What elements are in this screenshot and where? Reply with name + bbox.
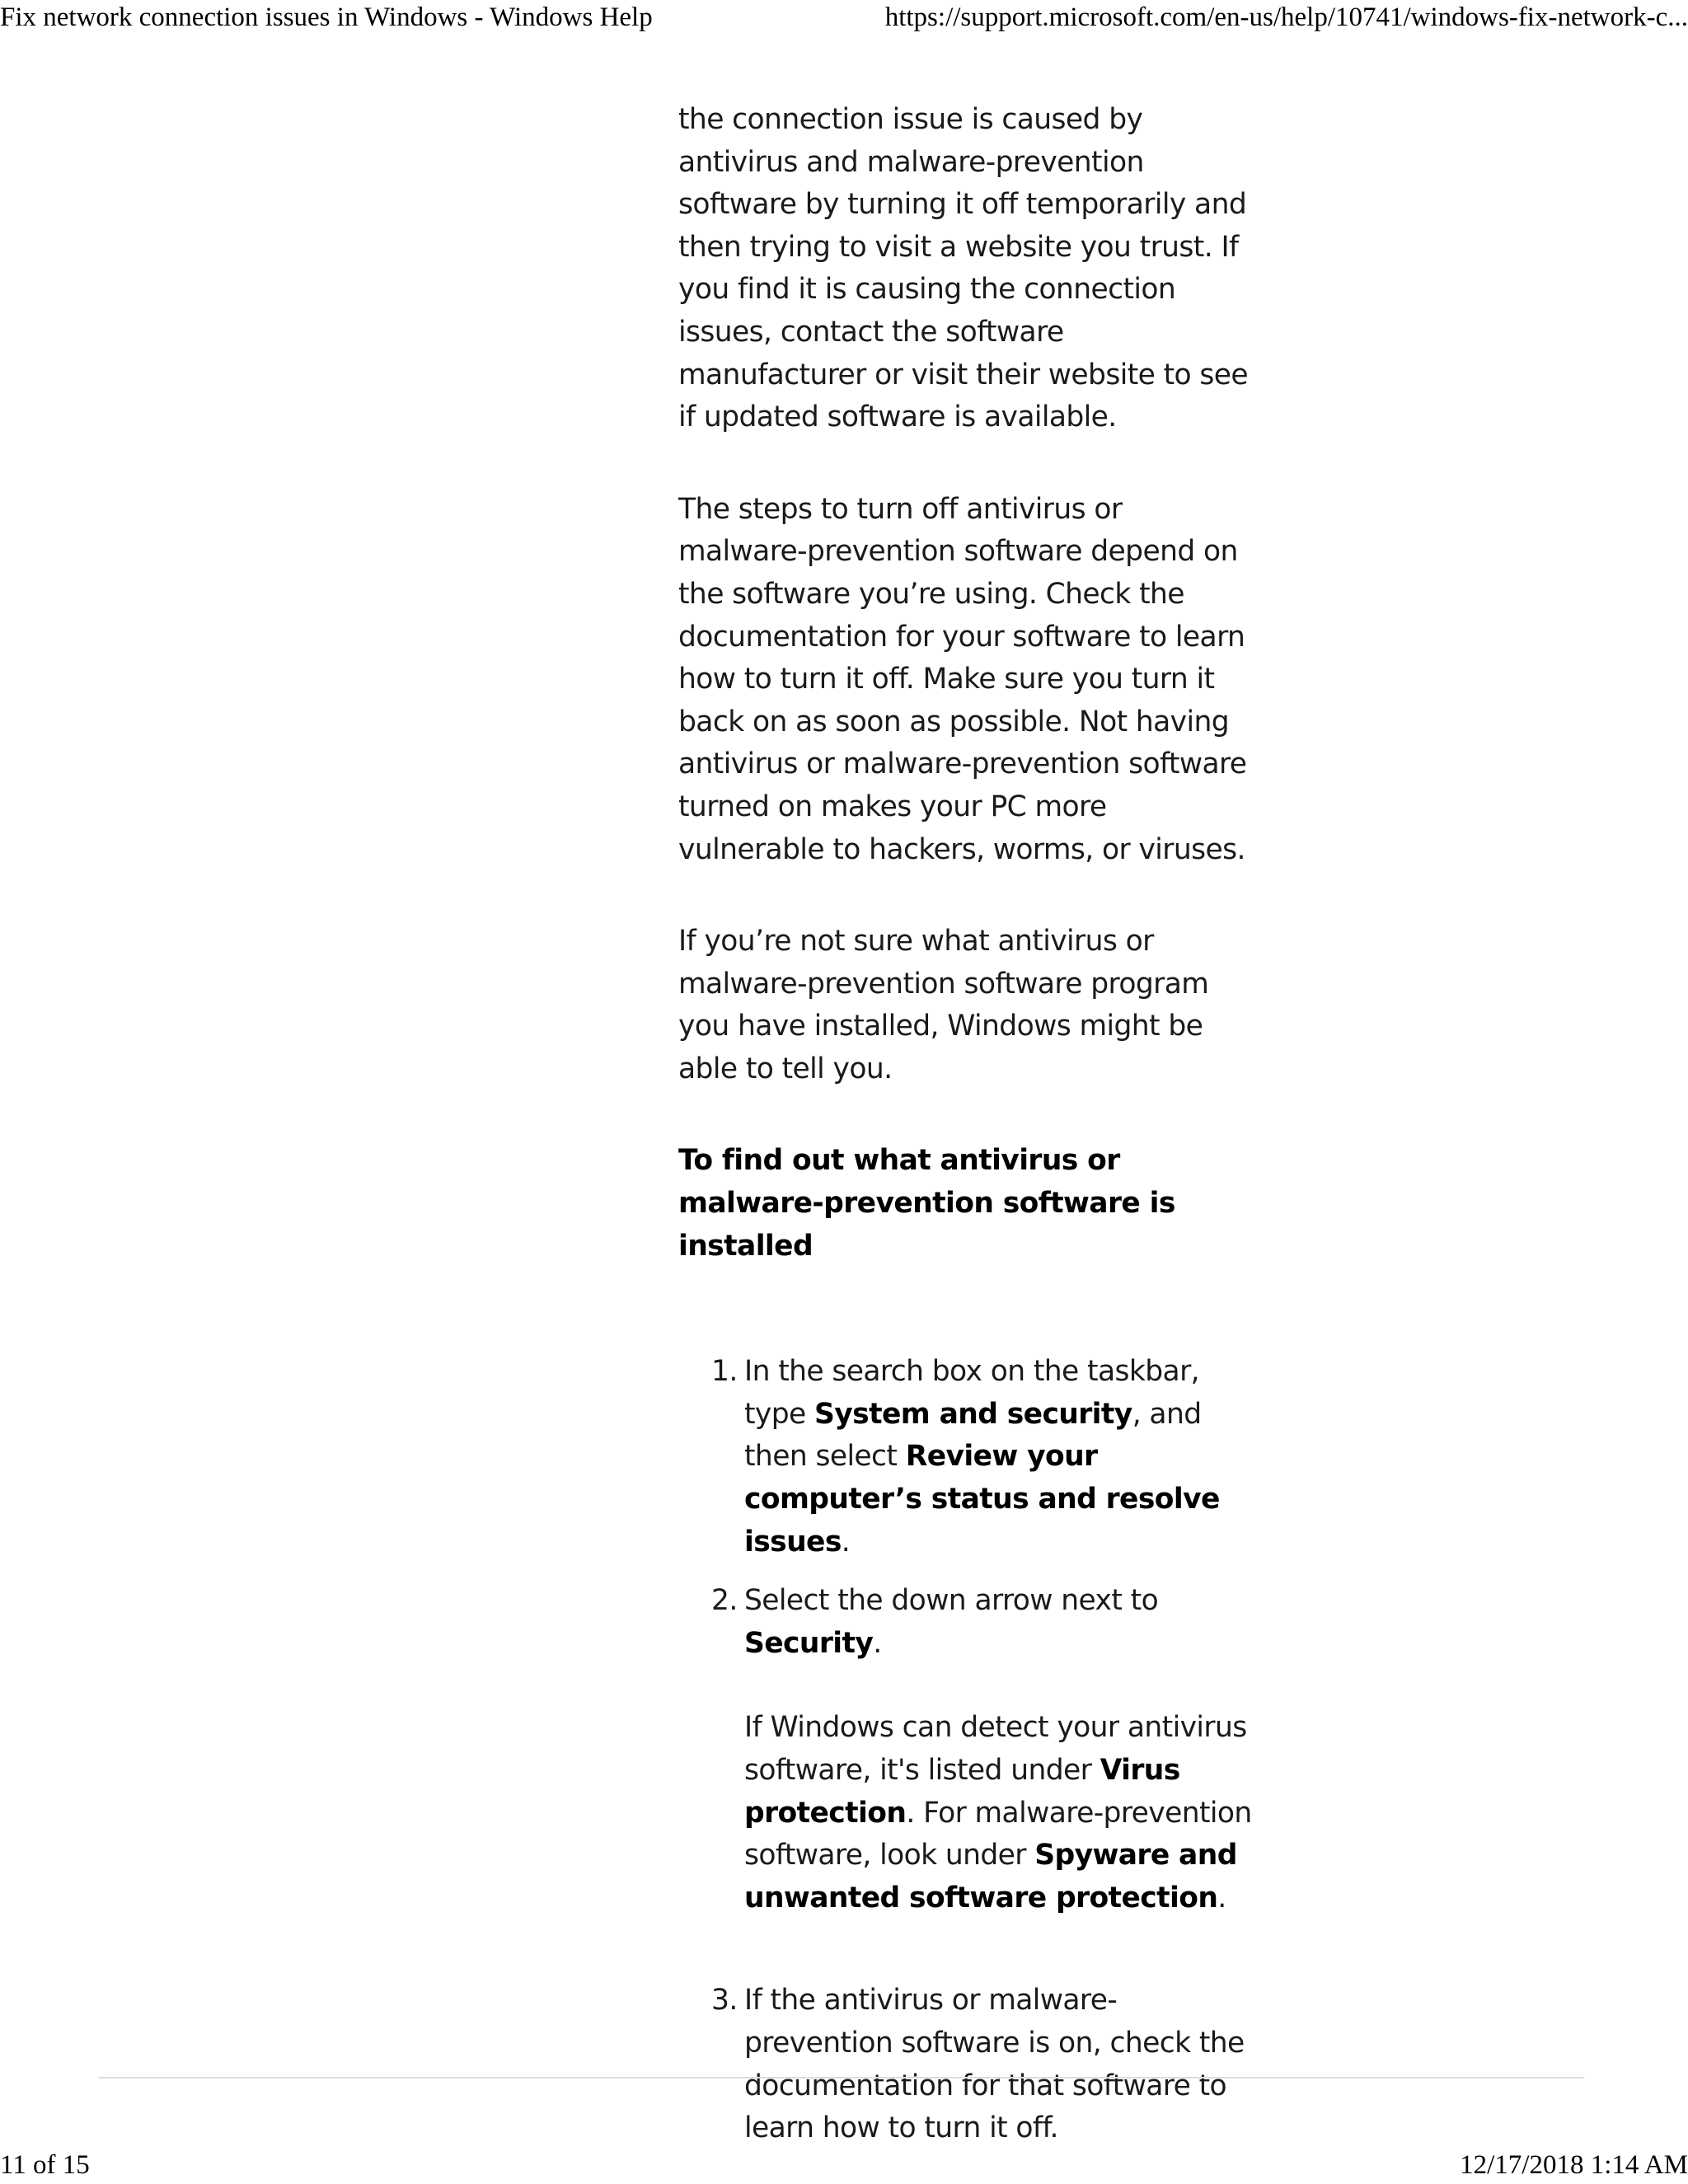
footer-divider (99, 2077, 1584, 2079)
step-bold-text: Spyware and unwanted software protection (744, 1839, 1237, 1915)
list-item (678, 1351, 1255, 1563)
step-bold-text: Review your computer’s status and resolve issues (744, 1440, 1220, 1558)
page-url: https://support.microsoft.com/en-us/help/10741/windows-fix-network-c... (884, 2, 1688, 32)
step-text: In the search box on the taskbar, type (744, 1355, 1200, 1431)
steps-list (678, 1351, 1255, 2150)
article-content (678, 99, 1255, 2167)
paragraph-turn-off-steps: The steps to turn off antivirus or malware-prevention software depend on the software you’re using. Check the documentation for your software to learn how to turn it off. Make sure you turn it back on as soon as possible. Not having antivirus or malware-prevention software turned on makes your PC more vulnerable to hackers, worms, or viruses. (678, 492, 1247, 866)
step-bold-text: Security (744, 1626, 874, 1660)
step-note (744, 1707, 1255, 1919)
page-number: 11 of 15 (0, 2150, 90, 2180)
step-text: . For malware-prevention software, look under (744, 1796, 1252, 1872)
print-footer (0, 2148, 1688, 2182)
paragraph-antivirus-cause: the connection issue is caused by antivirus and malware-prevention software by turning it off temporarily and then trying to visit a website you trust. If you find it is causing the connection issues, contact the software manufacturer or visit their website to see if updated software is available. (678, 103, 1249, 434)
paragraph-not-sure: If you’re not sure what antivirus or malware-prevention software program you have installed, Windows might be able to tell you. (678, 925, 1209, 1085)
print-datetime: 12/17/2018 1:14 AM (1460, 2150, 1688, 2180)
print-header (0, 0, 1688, 35)
page-title: Fix network connection issues in Windows - Windows Help (0, 2, 653, 32)
step-text: , and then select (744, 1397, 1202, 1474)
step-bold-text: Virus protection (744, 1754, 1180, 1830)
list-item-number: 2. (711, 1584, 738, 1618)
list-item-number: 1. (711, 1355, 738, 1389)
list-item (678, 1580, 1255, 1919)
list-item-number: 3. (711, 1984, 738, 2018)
step-text: . (1217, 1881, 1226, 1915)
step-text: . (873, 1626, 882, 1660)
step-text: If Windows can detect your antivirus software, it's listed under (744, 1711, 1247, 1787)
list-item (678, 1980, 1255, 2149)
section-heading: To find out what antivirus or malware-prevention software is installed (678, 1144, 1175, 1263)
step-text: . (841, 1525, 851, 1558)
step-bold-text: System and security (814, 1397, 1132, 1431)
step-text: Select the down arrow next to (744, 1584, 1159, 1618)
step-text: If the antivirus or malware-prevention software is on, check the documentation for that software to learn how to turn it off. (744, 1984, 1245, 2145)
